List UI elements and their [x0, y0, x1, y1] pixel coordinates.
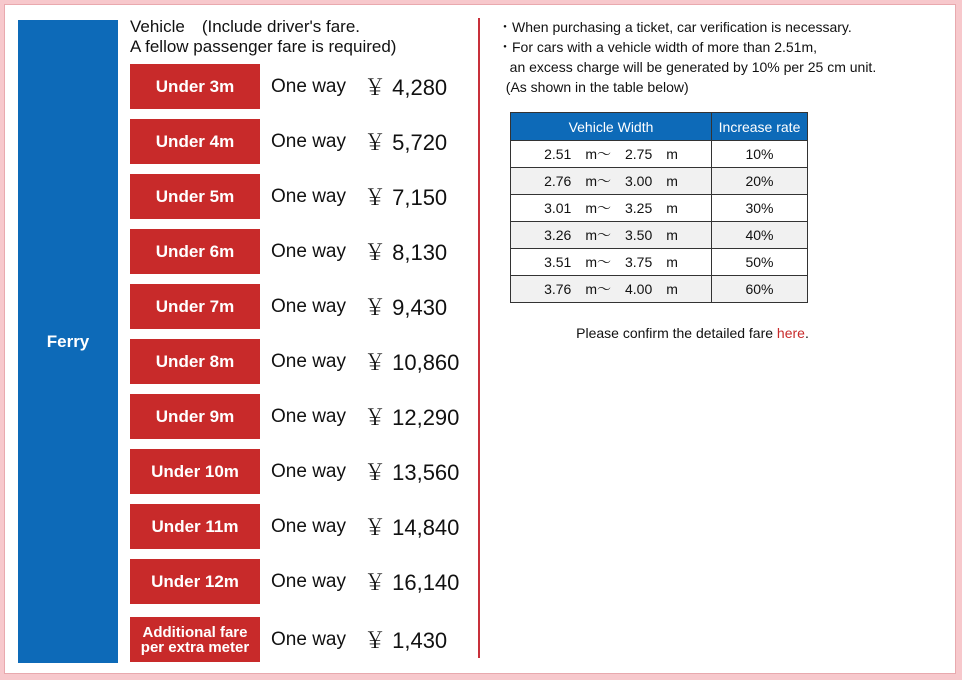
increase-rate: 50%	[712, 249, 808, 276]
section-divider	[478, 18, 480, 658]
trip-type: One way	[271, 350, 346, 372]
header-vehicle-width: Vehicle Width	[511, 113, 712, 141]
vehicle-heading	[130, 17, 460, 57]
width-range: 3.76 m〜 4.00 m	[511, 276, 712, 303]
size-badge: Under 12m	[130, 559, 260, 604]
trip-type: One way	[271, 130, 346, 152]
width-range: 3.26 m〜 3.50 m	[511, 222, 712, 249]
vehicle-heading-line2: A fellow passenger fare is required)	[130, 37, 397, 56]
fare-price: ￥ 8,130	[364, 240, 448, 265]
fare-row	[130, 64, 470, 109]
size-badge: Under 6m	[130, 229, 260, 274]
size-badge: Under 7m	[130, 284, 260, 329]
trip-type: One way	[271, 570, 346, 592]
additional-fare-label-line1: Additional fare	[142, 623, 248, 641]
fare-row	[130, 174, 470, 219]
trip-type: One way	[271, 240, 346, 262]
note-line: an excess charge will be generated by 10% per 25 cm unit.	[498, 59, 877, 75]
trip-type: One way	[271, 75, 346, 97]
table-row	[511, 195, 808, 222]
trip-type: One way	[271, 460, 346, 482]
increase-rate: 20%	[712, 168, 808, 195]
fare-row	[130, 394, 470, 439]
size-badge: Under 5m	[130, 174, 260, 219]
width-range: 3.51 m〜 3.75 m	[511, 249, 712, 276]
table-row	[511, 249, 808, 276]
size-badge: Under 8m	[130, 339, 260, 384]
table-row	[511, 141, 808, 168]
fare-price: ￥ 4,280	[364, 75, 448, 100]
fare-row	[130, 119, 470, 164]
fare-price: ￥ 10,860	[364, 350, 460, 375]
width-range: 3.01 m〜 3.25 m	[511, 195, 712, 222]
table-header-row	[511, 113, 808, 141]
fare-row	[130, 229, 470, 274]
note-line: ・When purchasing a ticket, car verification is necessary.	[498, 19, 852, 35]
trip-type: One way	[271, 628, 346, 650]
header-increase-rate: Increase rate	[712, 113, 808, 141]
detailed-fare-link[interactable]: here	[776, 325, 805, 341]
width-notes	[498, 17, 938, 97]
confirm-end: .	[804, 325, 809, 341]
increase-rate: 10%	[712, 141, 808, 168]
size-badge: Under 3m	[130, 64, 260, 109]
note-line: (As shown in the table below)	[498, 79, 689, 95]
fare-price: ￥ 14,840	[364, 515, 460, 540]
trip-type: One way	[271, 295, 346, 317]
size-badge: Under 10m	[130, 449, 260, 494]
fare-price: ￥ 12,290	[364, 405, 460, 430]
additional-fare-badge	[130, 617, 260, 662]
trip-type: One way	[271, 515, 346, 537]
vehicle-heading-line1: Vehicle (Include driver's fare.	[130, 17, 361, 36]
confirm-fare-note	[510, 325, 875, 341]
fare-price: ￥ 5,720	[364, 130, 448, 155]
fare-price: ￥ 13,560	[364, 460, 460, 485]
width-surcharge-table	[510, 112, 808, 303]
fare-price: ￥ 7,150	[364, 185, 448, 210]
confirm-text: Please confirm the detailed fare	[576, 325, 777, 341]
fare-price: ￥ 16,140	[364, 570, 460, 595]
fare-price: ￥ 1,430	[364, 628, 448, 653]
fare-row	[130, 284, 470, 329]
additional-fare-label-line2: per extra meter	[140, 638, 250, 656]
fare-row	[130, 339, 470, 384]
fare-row	[130, 559, 470, 604]
table-row	[511, 168, 808, 195]
size-badge: Under 4m	[130, 119, 260, 164]
fare-row	[130, 504, 470, 549]
size-badge: Under 11m	[130, 504, 260, 549]
trip-type: One way	[271, 185, 346, 207]
width-range: 2.76 m〜 3.00 m	[511, 168, 712, 195]
width-range: 2.51 m〜 2.75 m	[511, 141, 712, 168]
trip-type: One way	[271, 405, 346, 427]
size-badge: Under 9m	[130, 394, 260, 439]
additional-fare-row	[130, 617, 470, 662]
fare-price: ￥ 9,430	[364, 295, 448, 320]
table-row	[511, 222, 808, 249]
increase-rate: 40%	[712, 222, 808, 249]
increase-rate: 30%	[712, 195, 808, 222]
ferry-label-text: Ferry	[46, 331, 90, 351]
fare-row	[130, 449, 470, 494]
ferry-section-label	[18, 20, 118, 663]
increase-rate: 60%	[712, 276, 808, 303]
note-line: ・For cars with a vehicle width of more than 2.51m,	[498, 39, 818, 55]
table-row	[511, 276, 808, 303]
